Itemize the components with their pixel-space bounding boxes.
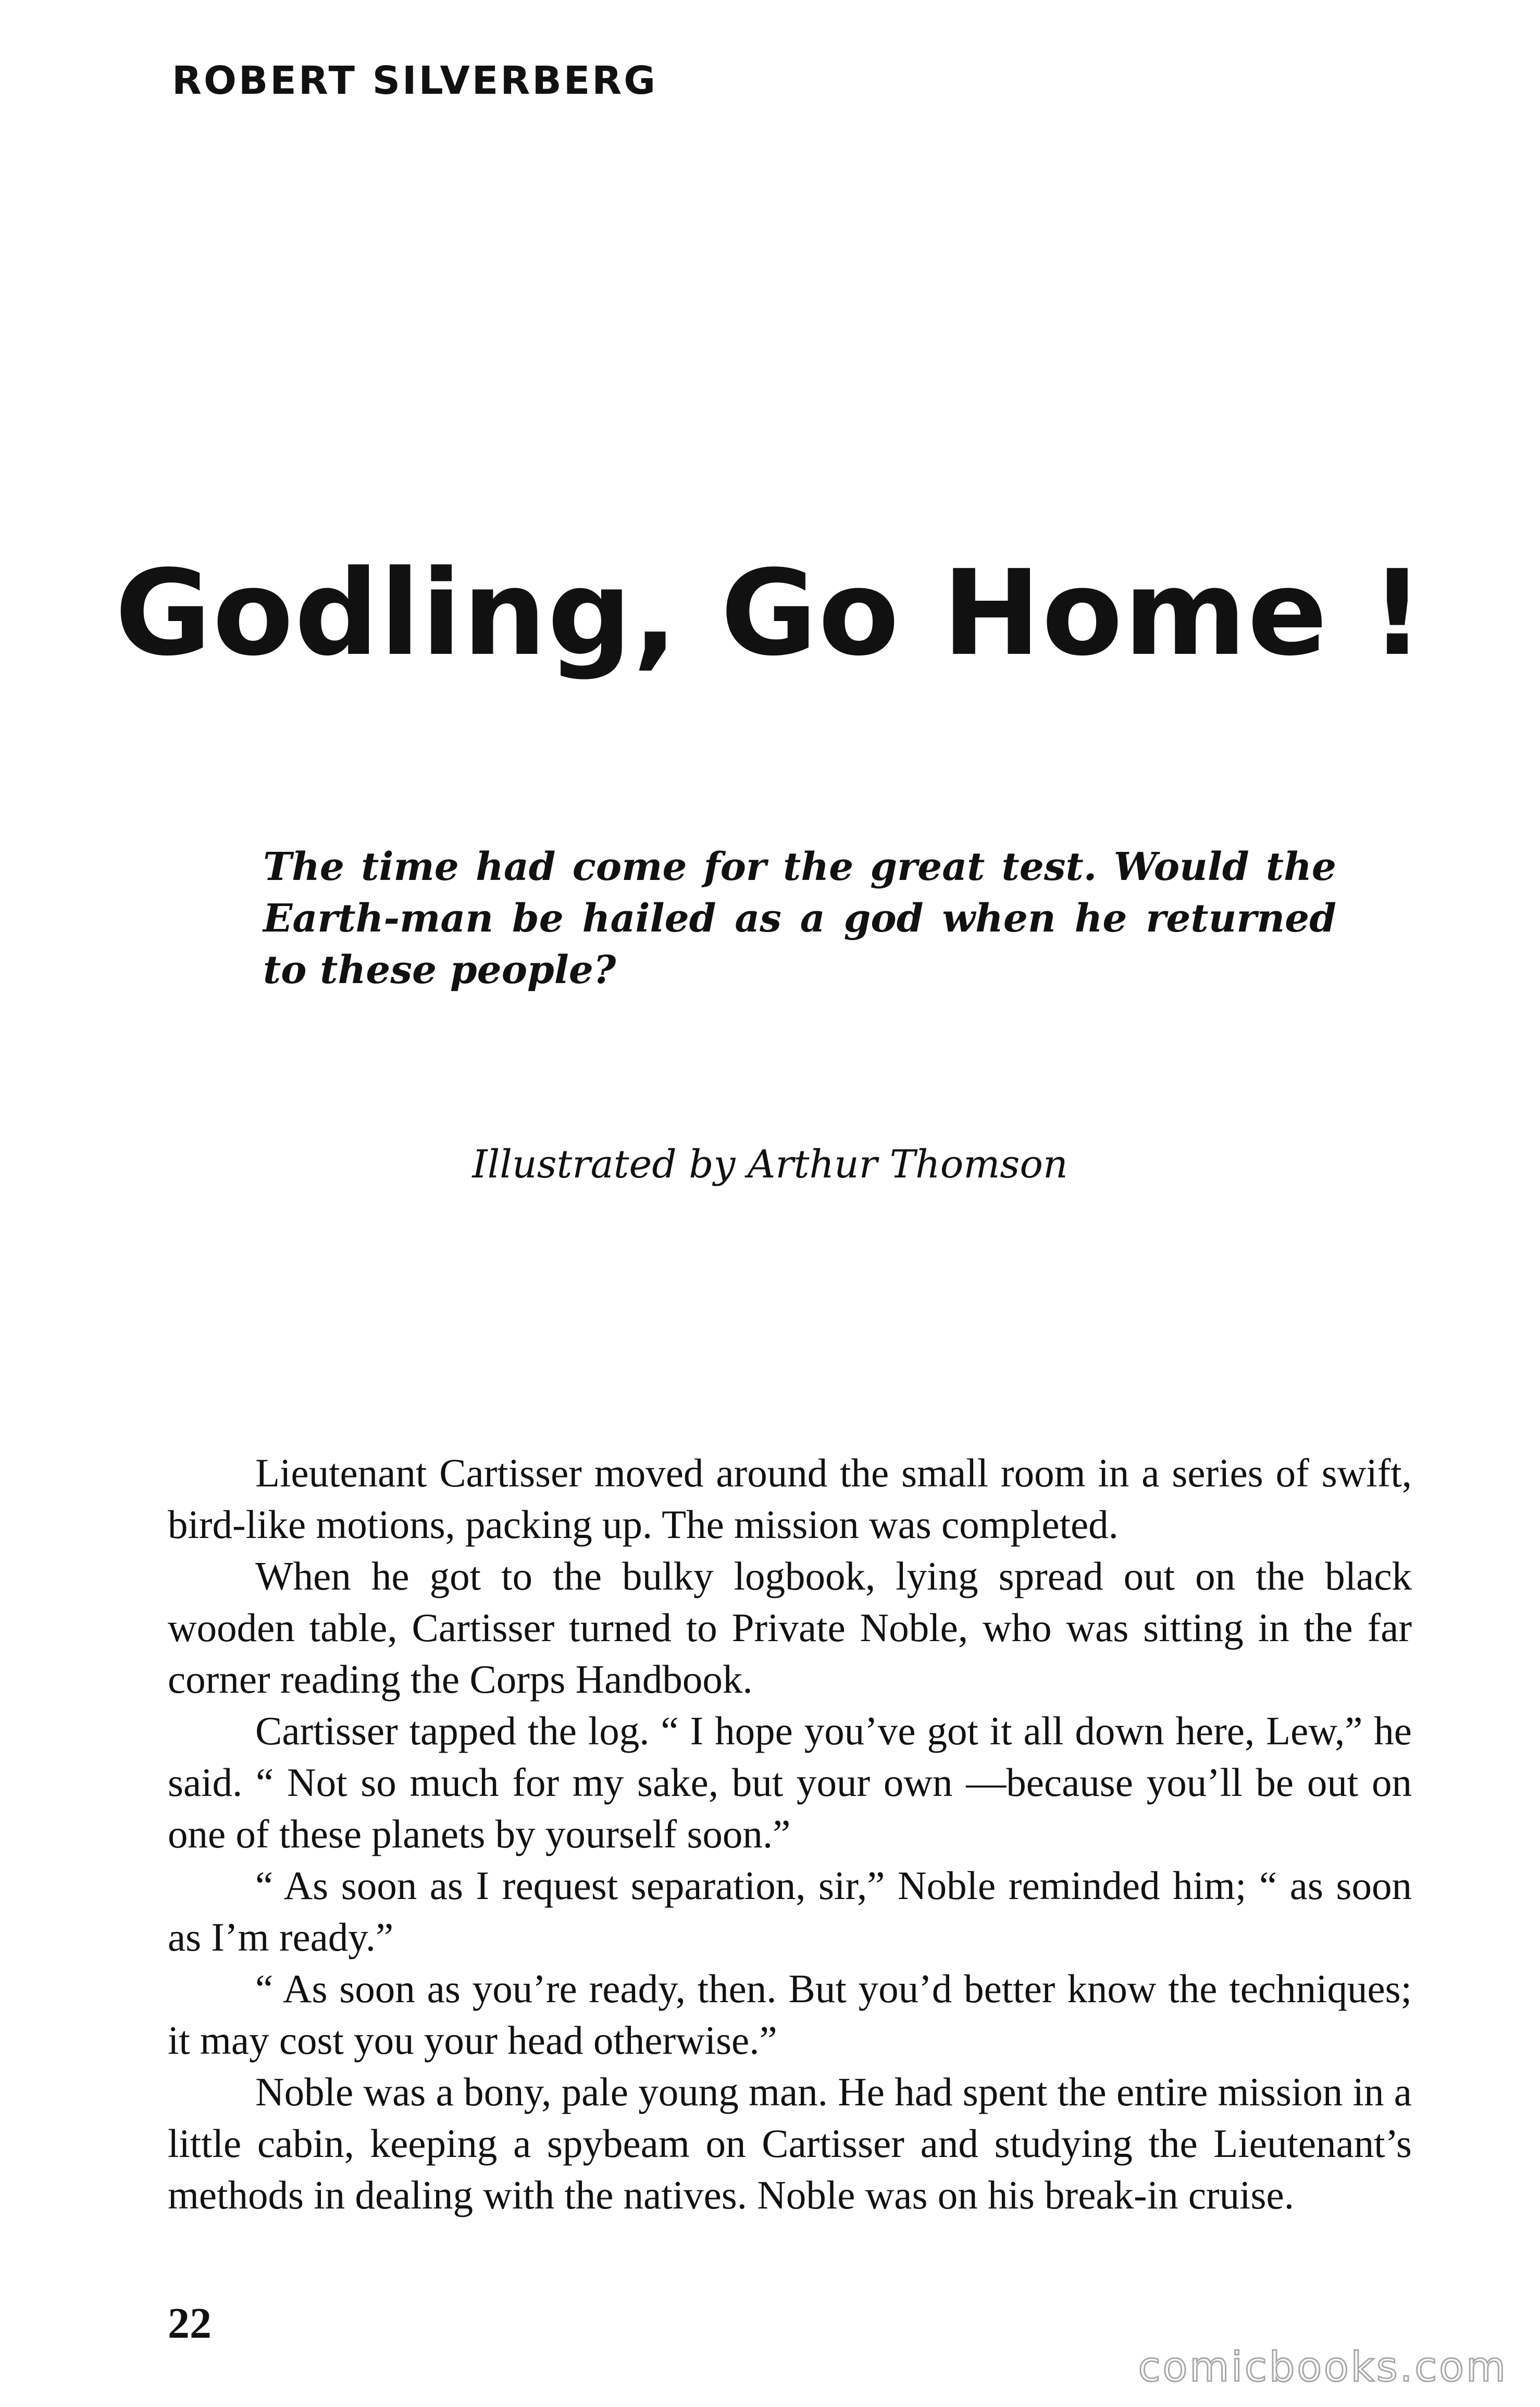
watermark: comicbooks.com (1138, 2344, 1508, 2391)
body-paragraph: Cartisser tapped the log. “ I hope you’ve got it all down here, Lew,” he said. “ Not so much for my sake, but your own —because you’ll be out on one of these planets by yourself soon.” (168, 1708, 1412, 1856)
story-title: Godling, Go Home ! (115, 545, 1425, 682)
body-paragraph: “ As soon as I request separation, sir,” Noble reminded him; “ as soon as I’m ready.” (168, 1863, 1412, 1959)
page-number: 22 (168, 2299, 212, 2348)
story-body (168, 1447, 1412, 2221)
body-paragraph: “ As soon as you’re ready, then. But you’d better know the techniques; it may cost you your head otherwise.” (168, 1966, 1412, 2063)
body-paragraph: Noble was a bony, pale young man. He had spent the entire mission in a little cabin, keeping a spybeam on Cartisser and studying the Lieutenant’s methods in dealing with the natives. Noble was on his break-in cruise. (168, 2069, 1412, 2217)
illustrator-credit: Illustrated by Arthur Thomson (472, 1142, 1068, 1187)
story-blurb: The time had come for the great test. Would the Earth-man be hailed as a god when he returned to these people? (263, 845, 1336, 992)
body-paragraph: When he got to the bulky logbook, lying spread out on the black wooden table, Cartisser turned to Private Noble, who was sitting in the far corner reading the Corps Handbook. (168, 1554, 1412, 1702)
body-paragraph: Lieutenant Cartisser moved around the small room in a series of swift, bird-like motions, packing up. The mission was completed. (168, 1450, 1412, 1547)
running-head-author: ROBERT SILVERBERG (172, 58, 658, 103)
